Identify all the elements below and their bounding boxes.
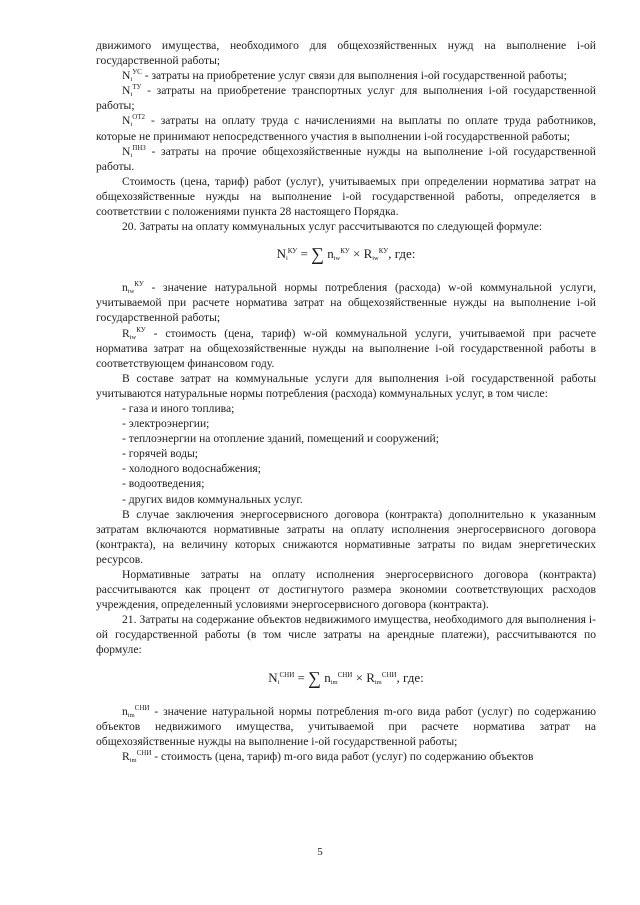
definition-real-estate-price: $R_{im}^{СНИ}$ - стоимость (цена, тариф) m-ого вида работ (услуг) по содержанию объектов: [122, 748, 534, 764]
paragraph-continuation: движимого имущества, необходимого для общехозяйственных нужд на выполнение i-ой государственной работы;: [96, 39, 596, 68]
paragraph-energy-service-contract: В случае заключения энергосервисного договора (контракта) дополнительно к указанным затратам включаются нормативные затраты на оплату исполнения энергосервисного договора (контракта), на величину которых снижаются нормативные затраты по видам энергетических ресурсов.: [96, 507, 596, 566]
page-number: 5: [317, 846, 323, 858]
paragraph-cost-determination: Стоимость (цена, тариф) работ (услуг), учитываемых при определении норматива затрат на общехозяйственные нужды на выполнение i-ой государственной работы, определяется в соответствии с положениями пункта 28 настоящего Порядка.: [96, 174, 596, 219]
paragraph-real-estate-heading: 21. Затраты на содержание объектов недвижимого имущества, необходимого для выполнения i-ой государственной работы (в том числе затраты на арендные платежи), рассчитываются по формуле:: [96, 613, 596, 657]
definition-communication-costs: $N_i^{УС}$ - затраты на приобретение услуг связи для выполнения i-ой государственной работы;: [122, 68, 567, 84]
formula-utilities: $N_i^{КУ}$ = ∑ $n_{iw}^{КУ} \times R_{iw}^{КУ}$, где:: [276, 244, 416, 265]
utilities-list: [96, 401, 596, 507]
symbol-n-piz: $N_i^{ПНЗ}$: [122, 143, 146, 159]
paragraph-utilities-heading: 20. Затраты на оплату коммунальных услуг рассчитываются по следующей формуле:: [122, 220, 543, 234]
symbol-n-us: $N_i^{УС}$: [122, 68, 142, 84]
document-body: [96, 38, 596, 764]
definition-real-estate-norm: $n_{im}^{СНИ}$ - значение натуральной нормы потребления m-ого вида работ (услуг) по содержанию объектов недвижимого имущества, учитываемой при расчете норматива затрат на общехозяйственные нужды на выполнение i-ой государственной работы;: [96, 703, 596, 748]
symbol-n-iw: $n_{iw}^{КУ}$: [122, 280, 144, 296]
list-item: - электроэнергии;: [122, 417, 210, 431]
list-item: - других видов коммунальных услуг.: [122, 492, 303, 506]
symbol-n-im: $n_{im}^{СНИ}$: [122, 703, 150, 719]
definition-other-costs: $N_i^{ПНЗ}$ - затраты на прочие общехозяйственные нужды на выполнение i-ой государственной работы.: [96, 143, 597, 173]
definition-utility-price: $R_{iw}^{КУ}$ - стоимость (цена, тариф) w-ой коммунальной услуги, учитываемой при расчете норматива затрат на общехозяйственные нужды на выполнение i-ой государственной работы в соответствующем финансовом году.: [96, 325, 596, 370]
symbol-n-ot2: $N_i^{ОТ2}$: [122, 113, 146, 129]
symbol-r-im: $R_{im}^{СНИ}$: [122, 748, 152, 764]
formula-real-estate: $N_i^{СНИ}$ = ∑ $n_{im}^{СНИ} \times R_{im}^{СНИ}$, где:: [268, 667, 424, 688]
list-item: - холодного водоснабжения;: [122, 462, 261, 476]
list-item: - теплоэнергии на отопление зданий, помещений и сооружений;: [122, 432, 439, 446]
definition-transport-costs: $N_i^{ТУ}$ - затраты на приобретение транспортных услуг для выполнения i-ой государственной работы;: [96, 83, 596, 113]
paragraph-utility-composition: В составе затрат на коммунальные услуги для выполнения i-ой государственной работы учитываются натуральные нормы потребления (расхода) коммунальных услуг, в том числе:: [96, 371, 596, 400]
list-item: - газа и иного топлива;: [122, 401, 235, 415]
definition-labor-costs: $N_i^{ОТ2}$ - затраты на оплату труда с начислениями на выплаты по оплате труда работников, которые не принимают непосредственного участия в выполнении i-ой государственной работы;: [96, 113, 596, 143]
definition-utility-norm: $n_{iw}^{КУ}$ - значение натуральной нормы потребления (расхода) w-ой коммунальной услуги, учитываемой при расчете норматива затрат на общехозяйственные нужды на выполнение i-ой государственной работы;: [96, 280, 596, 325]
symbol-n-tu: $N_i^{ТУ}$: [122, 83, 142, 99]
paragraph-energy-service-normative: Нормативные затраты на оплату исполнения энергосервисного договора (контракта) рассчитываются как процент от достигнутого размера экономии соответствующих расходов учреждения, определенный условиями энергосервисного договора (контракта).: [96, 568, 596, 612]
symbol-r-iw: $R_{iw}^{КУ}$: [122, 325, 146, 341]
list-item: - водоотведения;: [122, 477, 205, 491]
list-item: - горячей воды;: [122, 447, 198, 461]
